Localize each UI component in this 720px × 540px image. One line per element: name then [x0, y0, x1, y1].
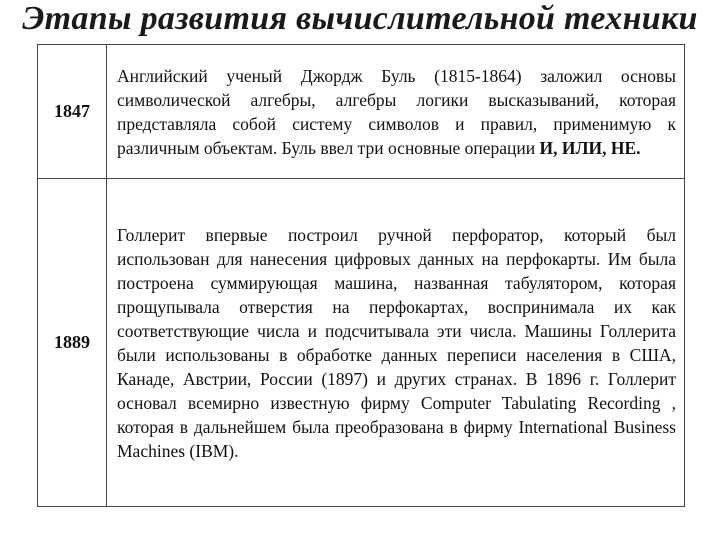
table-row	[38, 179, 685, 507]
description-cell	[107, 45, 685, 179]
table-row	[38, 45, 685, 179]
year-cell: 1847	[38, 45, 107, 179]
boolean-operations: И, ИЛИ, НЕ.	[539, 137, 641, 158]
stages-table	[37, 44, 685, 507]
description-cell	[107, 179, 685, 507]
year-cell: 1889	[38, 179, 107, 507]
description-text	[117, 64, 676, 160]
slide-title: Этапы развития вычислительной техники	[22, 0, 698, 37]
description-text: Голлерит впервые построил ручной перфоратор, который был использован для нанесения цифровых данных на перфокарты. Им была построена суммирующая машина, названная табулятором, которая прощупывала отверстия на перфокартах, воспринимала их как соответствующие числа и подсчитывала эти числа. Машины Голлерита были использованы в обработке данных переписи населения в США, Канаде, Австрии, России (1897) и других странах. В 1896 г. Голлерит основал всемирно известную фирму Computer Tabulating Recording , которая в дальнейшем была преобразована в фирму International Business Machines (IBM).	[117, 224, 676, 461]
description-body: Английский ученый Джордж Буль (1815-1864) заложил основы символической алгебры, алгебры логики высказываний, которая представляла собой систему символов и правил, применимую к различным объектам. Буль ввел три основные операции	[117, 65, 676, 158]
